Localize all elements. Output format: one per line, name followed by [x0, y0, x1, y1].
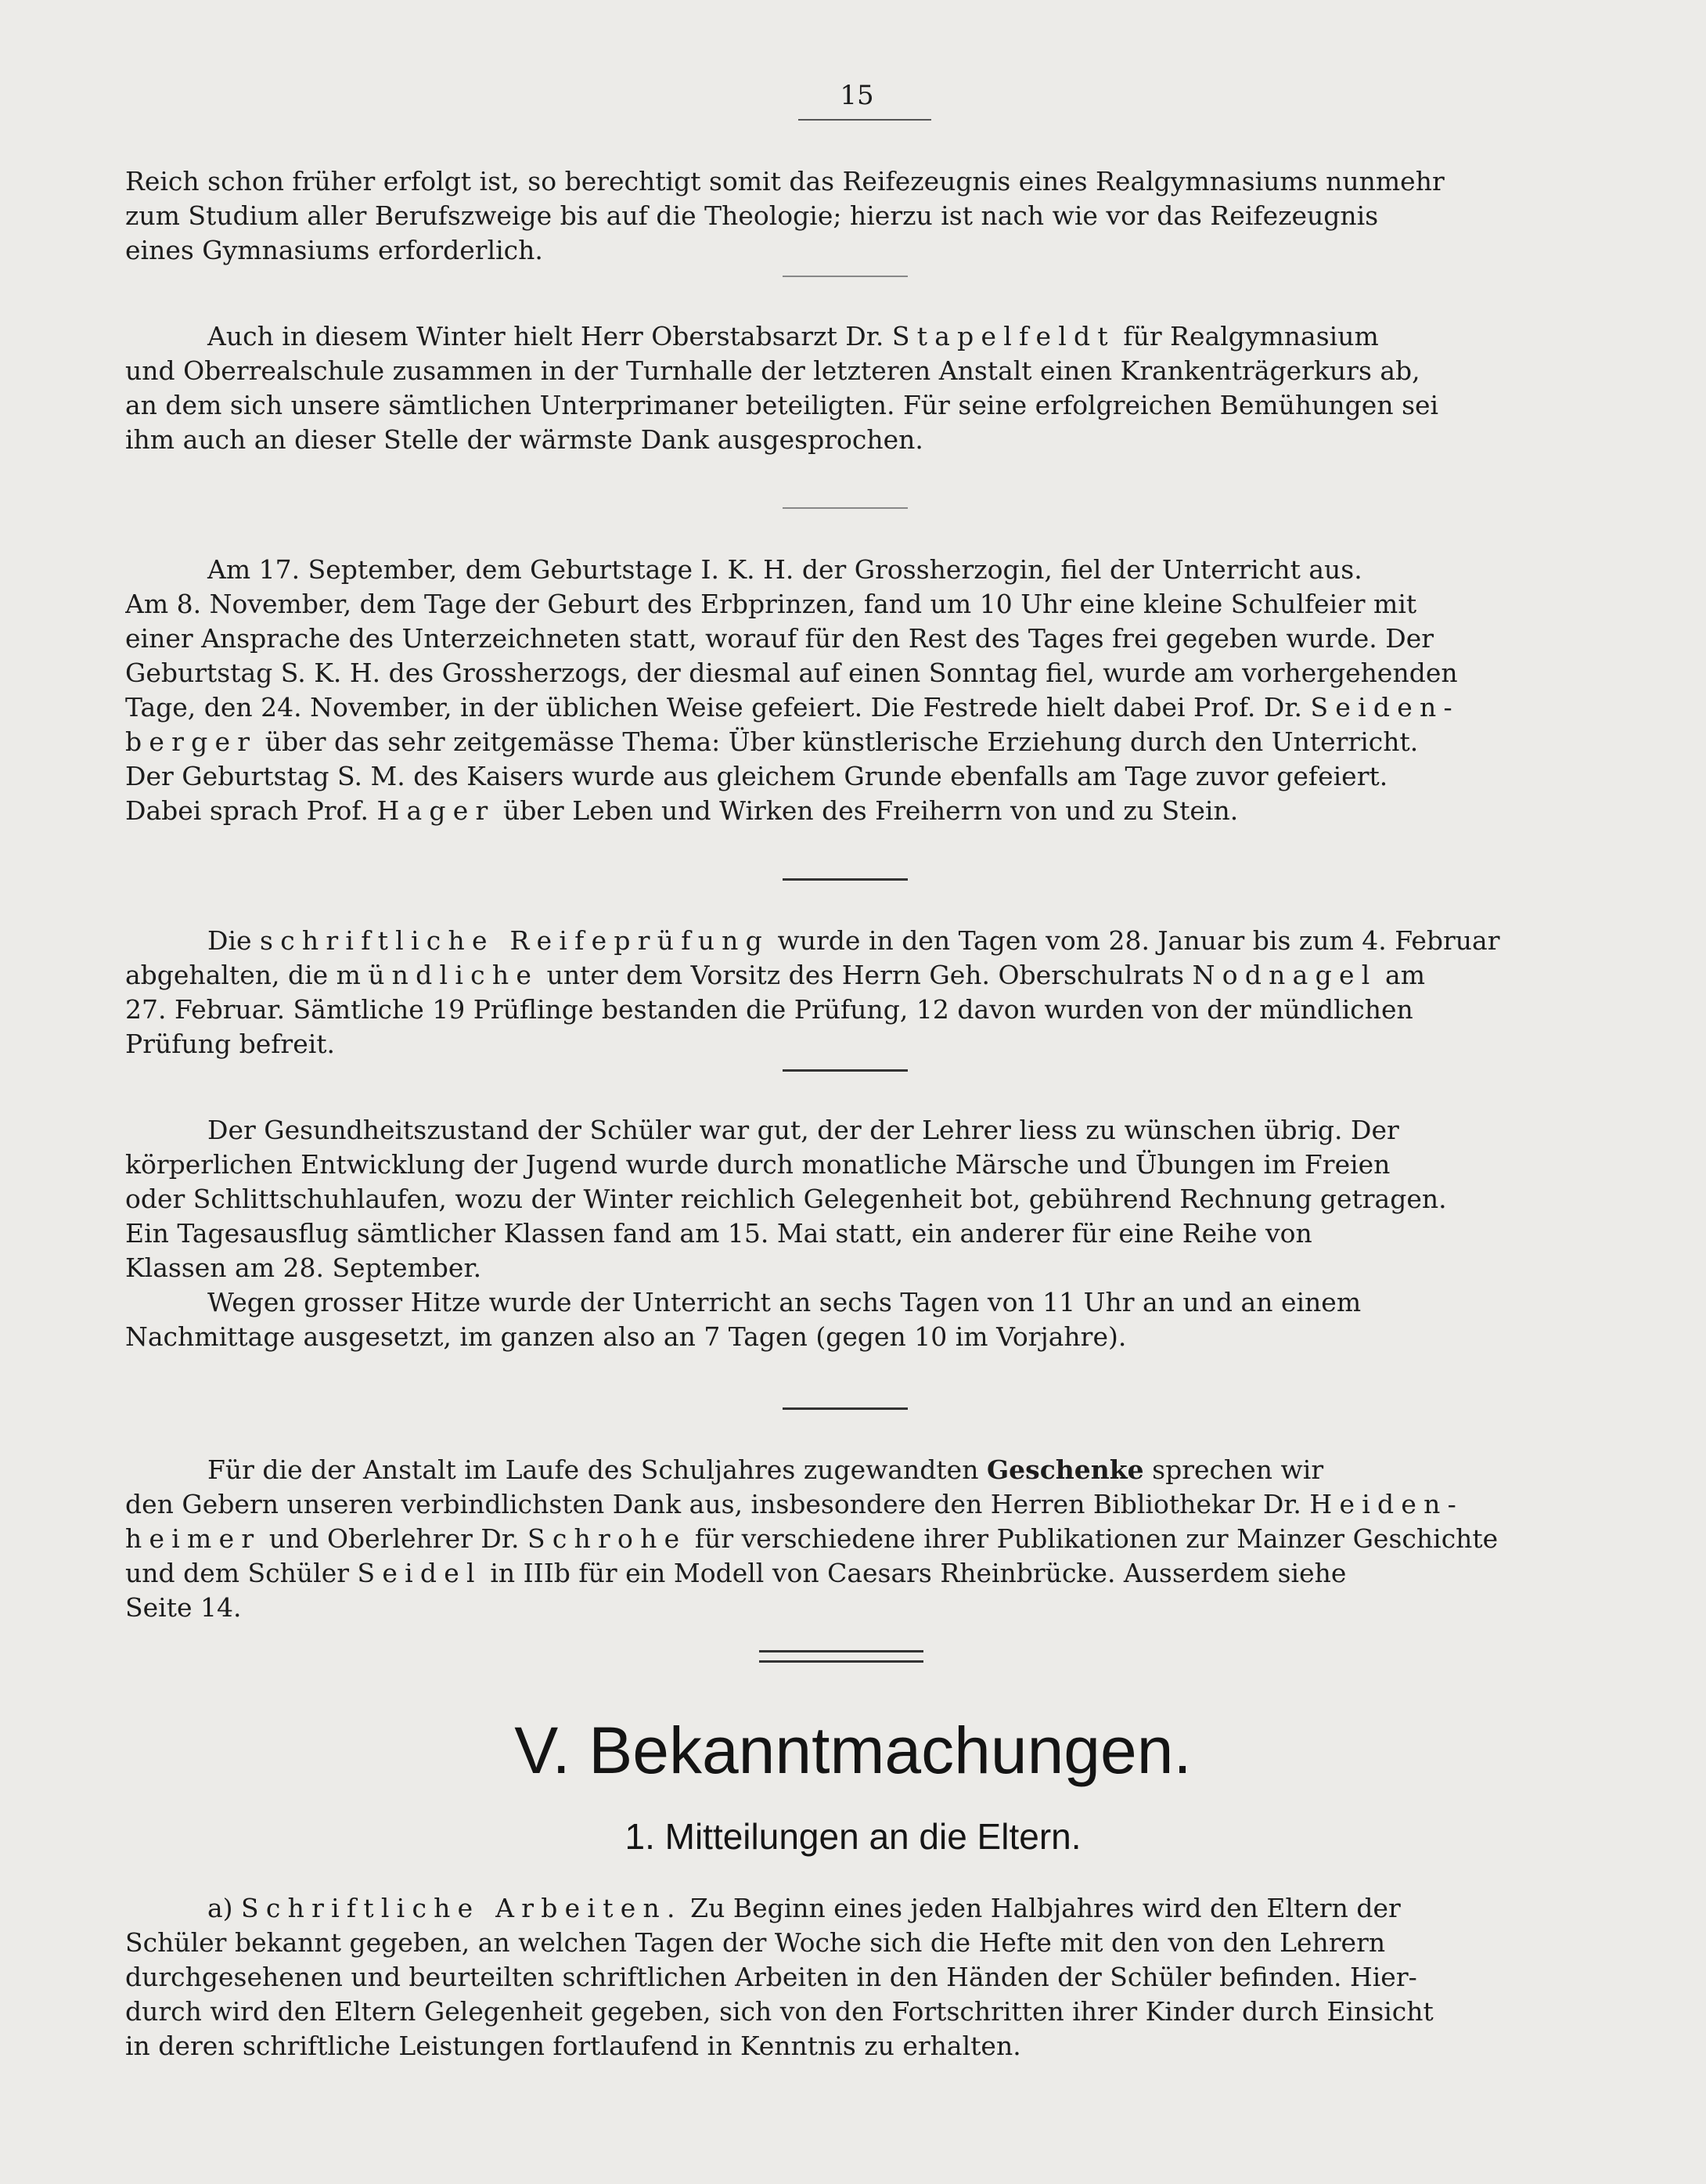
spaced-term: schriftliche Reifeprüfung — [260, 925, 770, 956]
text-run: für verschiedene ihrer Publikationen zur Mainzer Geschichte — [686, 1523, 1499, 1554]
paragraph-reifepruefung — [125, 924, 1562, 1061]
spaced-name: Hager — [376, 795, 495, 826]
text-run: Auch in diesem Winter hielt Herr Oberstabsarzt Dr. — [207, 321, 892, 351]
paragraph-schriftliche-arbeiten — [125, 1891, 1562, 2063]
text-line: Geburtstag S. K. H. des Grossherzogs, der diesmal auf einen Sonntag fiel, wurde am vorhergehenden — [125, 658, 1458, 688]
spaced-term: mündliche — [336, 960, 539, 990]
text-line: 27. Februar. Sämtliche 19 Prüflinge bestanden die Prüfung, 12 davon wurden von der mündlichen — [125, 994, 1413, 1025]
text-line: Schüler bekannt gegeben, an welchen Tagen der Woche sich die Hefte mit den von den Lehrern — [125, 1927, 1386, 1958]
section-divider — [783, 1069, 908, 1072]
text-line — [125, 1556, 1562, 1591]
text-run: a) — [207, 1893, 242, 1923]
section-divider — [783, 507, 908, 509]
text-line: Am 8. November, dem Tage der Geburt des Erbprinzen, fand um 10 Uhr eine kleine Schulfeier mit — [125, 589, 1417, 619]
text-line: in deren schriftliche Leistungen fortlaufend in Kenntnis zu erhalten. — [125, 2031, 1021, 2061]
spaced-name: Seiden- — [1310, 692, 1459, 723]
text-run: wurde in den Tagen vom 28. Januar bis zum 4. Februar — [769, 925, 1500, 956]
subsection-heading: 1. Mitteilungen an die Eltern. — [624, 1816, 1082, 1857]
spaced-name: Heiden- — [1309, 1489, 1464, 1519]
page-number: 15 — [840, 80, 874, 111]
text-run: und Oberlehrer Dr. — [261, 1523, 527, 1554]
text-line: ihm auch an dieser Stelle der wärmste Dank ausgesprochen. — [125, 424, 923, 455]
text-run: sprechen wir — [1143, 1454, 1324, 1485]
spaced-name: Schrohe — [527, 1523, 687, 1554]
text-run: über das sehr zeitgemässe Thema: Über künstlerische Erziehung durch den Unterricht. — [257, 726, 1419, 757]
text-line — [125, 725, 1562, 759]
paragraph-krankentraegerkurs — [125, 319, 1562, 457]
text-run: für Realgymnasium — [1114, 321, 1379, 351]
text-line — [125, 1487, 1562, 1522]
double-rule-divider — [759, 1650, 923, 1663]
text-line: eines Gymnasiums erforderlich. — [125, 235, 543, 265]
section-heading: V. Bekanntmachungen. — [514, 1714, 1192, 1787]
text-line — [125, 1453, 1562, 1487]
text-line: körperlichen Entwicklung der Jugend wurde durch monatliche Märsche und Übungen im Freien — [125, 1149, 1391, 1180]
text-line: und Oberrealschule zusammen in der Turnhalle der letzteren Anstalt einen Krankenträgerkurs ab, — [125, 355, 1420, 386]
text-line — [125, 690, 1562, 725]
text-line: durchgesehenen und beurteilten schriftlichen Arbeiten in den Händen der Schüler befinden. Hier- — [125, 1962, 1417, 1992]
text-line: Nachmittage ausgesetzt, im ganzen also an 7 Tagen (gegen 10 im Vorjahre). — [125, 1321, 1127, 1352]
text-run: Tage, den 24. November, in der üblichen Weise gefeiert. Die Festrede hielt dabei Prof. Dr. — [125, 692, 1311, 723]
text-run: in IIIb für ein Modell von Caesars Rheinbrücke. Ausserdem siehe — [481, 1558, 1347, 1588]
spaced-name: berger — [125, 726, 257, 757]
text-line — [125, 1522, 1562, 1556]
text-line: Der Gesundheitszustand der Schüler war gut, der der Lehrer liess zu wünschen übrig. Der — [207, 1115, 1399, 1145]
section-divider — [783, 276, 908, 277]
text-line: durch wird den Eltern Gelegenheit gegeben, sich von den Fortschritten ihrer Kinder durch Einsicht — [125, 1996, 1434, 2027]
section-divider — [783, 1407, 908, 1410]
paragraph-geschenke — [125, 1453, 1562, 1625]
text-line: an dem sich unsere sämtlichen Unterprimaner beteiligten. Für seine erfolgreichen Bemühungen sei — [125, 390, 1439, 420]
text-line: einer Ansprache des Unterzeichneten statt, worauf für den Rest des Tages frei gegeben wurde. Der — [125, 623, 1434, 654]
section-divider — [783, 878, 908, 881]
text-line — [125, 794, 1562, 828]
text-line: Der Geburtstag S. M. des Kaisers wurde aus gleichem Grunde ebenfalls am Tage zuvor gefeiert. — [125, 761, 1388, 791]
paragraph-realgymnasium — [125, 164, 1562, 268]
text-line: zum Studium aller Berufszweige bis auf die Theologie; hierzu ist nach wie vor das Reifezeugnis — [125, 200, 1379, 231]
text-run: am — [1377, 960, 1425, 990]
text-line: Am 17. September, dem Geburtstage I. K. H. der Grossherzogin, fiel der Unterricht aus. — [207, 554, 1362, 585]
text-run: Dabei sprach Prof. — [125, 795, 377, 826]
text-line: Wegen grosser Hitze wurde der Unterricht an sechs Tagen von 11 Uhr an und an einem — [207, 1287, 1362, 1317]
text-run: Für die der Anstalt im Laufe des Schuljahres zugewandten — [207, 1454, 987, 1485]
text-line — [125, 958, 1562, 993]
text-line — [125, 319, 1562, 354]
text-run: den Gebern unseren verbindlichsten Dank aus, insbesondere den Herren Bibliothekar Dr. — [125, 1489, 1310, 1519]
text-line: Seite 14. — [125, 1592, 242, 1623]
text-line: Reich schon früher erfolgt ist, so berechtigt somit das Reifezeugnis eines Realgymnasiums nunmehr — [125, 166, 1445, 196]
paragraph-feiertage — [125, 553, 1562, 828]
text-run: unter dem Vorsitz des Herrn Geh. Oberschulrats — [538, 960, 1193, 990]
text-line: Klassen am 28. September. — [125, 1252, 482, 1283]
text-line — [125, 1891, 1562, 1926]
spaced-name: Seidel — [357, 1558, 482, 1588]
bold-term: Geschenke — [986, 1454, 1144, 1485]
spaced-term: Schriftliche Arbeiten. — [241, 1893, 682, 1923]
spaced-name: Nodnagel — [1192, 960, 1377, 990]
paragraph-gesundheit — [125, 1113, 1562, 1354]
text-run: abgehalten, die — [125, 960, 337, 990]
text-line: Prüfung befreit. — [125, 1029, 336, 1059]
text-line: Ein Tagesausflug sämtlicher Klassen fand am 15. Mai statt, ein anderer für eine Reihe von — [125, 1218, 1312, 1249]
text-run: über Leben und Wirken des Freiherrn von und zu Stein. — [495, 795, 1239, 826]
spaced-name: heimer — [125, 1523, 261, 1554]
text-run: und dem Schüler — [125, 1558, 358, 1588]
spaced-name: Stapelfeldt — [891, 321, 1115, 351]
text-run: Die — [207, 925, 261, 956]
text-run: Zu Beginn eines jeden Halbjahres wird den Eltern der — [682, 1893, 1401, 1923]
page-number-rule — [798, 119, 931, 121]
text-line — [125, 924, 1562, 958]
text-line: oder Schlittschuhlaufen, wozu der Winter reichlich Gelegenheit bot, gebührend Rechnung getragen. — [125, 1184, 1447, 1214]
